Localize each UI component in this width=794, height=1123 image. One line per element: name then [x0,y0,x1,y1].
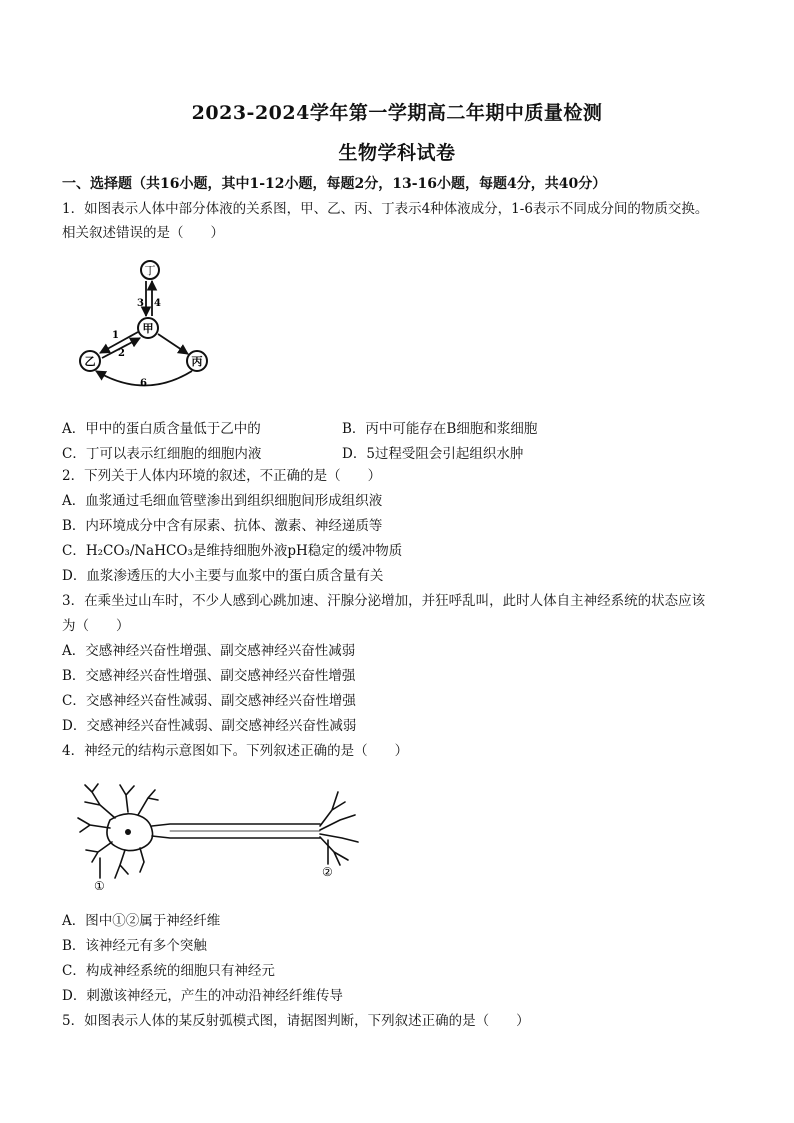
dendrite-6 [115,850,128,878]
q1-option-a: A．甲中的蛋白质含量低于乙中的 [62,421,261,437]
q2-stem: 2．下列关于人体内环境的叙述，不正确的是（ ） [62,468,382,484]
exam-title: 2023-2024学年第一学期高二年期中质量检测 [191,102,603,124]
q1-stem-line1: 1．如图表示人体中部分体液的关系图，甲、乙、丙、丁表示4种体液成分，1-6表示不同成分间的物质交换。 [62,201,709,217]
q4-stem: 4．神经元的结构示意图如下。下列叙述正确的是（ ） [62,743,409,759]
section-heading: 一、选择题（共16小题，其中1-12小题，每题2分，13-16小题，每题4分，共40分） [62,176,607,192]
q3-stem-line1: 3．在乘坐过山车时，不少人感到心跳加速、汗腺分泌增加，并狂呼乱叫，此时人体自主神经系统的状态应该 [62,593,706,609]
q3-option-b: B．交感神经兴奋性增强、副交感神经兴奋性增强 [62,668,356,684]
q4-option-d: D．刺激该神经元，产生的冲动沿神经纤维传导 [62,988,343,1004]
dendrite-5 [86,842,112,862]
node-bing-label: 丙 [191,355,203,368]
neuron-diagram [70,780,370,890]
axon-top [152,824,320,826]
q4-option-b: B．该神经元有多个突触 [62,938,207,954]
dendrite-7 [140,848,144,872]
q2-option-b: B．内环境成分中含有尿素、抗体、激素、神经递质等 [62,518,383,534]
q5-stem: 5．如图表示人体的某反射弧模式图，请据图判断，下列叙述正确的是（ ） [62,1013,530,1029]
nucleus [125,829,131,835]
neuron-label-1: ① [94,879,105,890]
q4-option-c: C．构成神经系统的细胞只有神经元 [62,963,275,979]
dendrite-2 [120,785,134,812]
q3-option-d: D．交感神经兴奋性减弱、副交感神经兴奋性减弱 [62,718,357,734]
dendrite-4 [78,818,110,832]
q1-option-b: B．丙中可能存在B细胞和浆细胞 [342,421,538,437]
exam-subtitle: 生物学科试卷 [338,142,456,164]
dendrite-1 [85,784,115,818]
neuron-label-2: ② [322,865,333,879]
body-fluid-diagram [70,250,220,390]
node-ding-label: 丁 [144,264,156,277]
q4-option-a: A．图中①②属于神经纤维 [62,913,221,929]
axon-terminals [320,792,358,865]
q2-option-a: A．血浆通过毛细血管壁渗出到组织细胞间形成组织液 [62,493,383,509]
label-3: 3 [137,298,144,309]
q3-option-a: A．交感神经兴奋性增强、副交感神经兴奋性减弱 [62,643,356,659]
q1-option-d: D．5过程受阻会引起组织水肿 [342,446,524,462]
q1-option-c: C．丁可以表示红细胞的细胞内液 [62,446,262,462]
node-yi-label: 乙 [84,355,96,368]
q2-option-c: C．H₂CO₃/NaHCO₃是维持细胞外液pH稳定的缓冲物质 [62,543,403,559]
label-1: 1 [112,330,119,341]
dendrite-3 [138,790,158,815]
arrow-jia-to-bing [158,334,188,354]
q1-stem-line2: 相关叙述错误的是（ ） [62,225,224,241]
q2-option-d: D．血浆渗透压的大小主要与血浆中的蛋白质含量有关 [62,568,384,584]
q3-option-c: C．交感神经兴奋性减弱、副交感神经兴奋性增强 [62,693,356,709]
label-2: 2 [118,348,125,359]
axon-bottom [152,836,320,838]
label-4: 4 [154,298,161,309]
q3-stem-line2: 为（ ） [62,618,130,634]
node-jia-label: 甲 [142,322,154,335]
label-6: 6 [140,378,147,389]
